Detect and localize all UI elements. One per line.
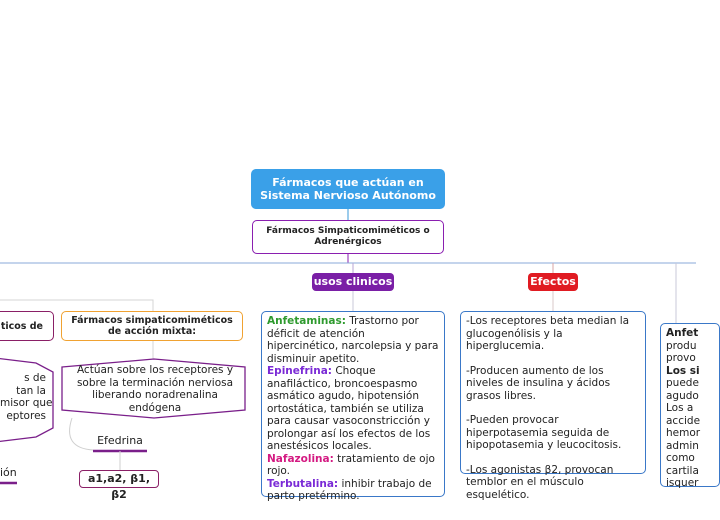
left-hex-line: tan la [16, 384, 46, 397]
mixta-title: Fármacos simpaticomiméticos de acción mixta: [71, 315, 233, 337]
right-line: accide [666, 414, 701, 427]
receptores-label: a1,a2, β1, β2 [87, 472, 151, 501]
usos-term: Anfetaminas: [267, 315, 346, 327]
right-line: cartila [666, 464, 699, 477]
subtopic-title: Fármacos Simpaticomiméticos o Adrenérgicos [266, 226, 430, 247]
usos-item-anfetaminas [267, 315, 439, 365]
right-line: provo [666, 352, 696, 364]
right-line: admin [666, 439, 699, 452]
branch-efectos[interactable] [528, 273, 578, 291]
usos-text: Trastorno por déficit de atención hipercinético, narcolepsia y para disminuir apetito. [267, 315, 439, 365]
receptores-node[interactable] [79, 470, 159, 501]
mixta-description-text: Actúan sobre los receptores y sobre la terminación nerviosa liberando noradrenalina endógena [76, 364, 234, 414]
usos-term: Epinefrina: [267, 365, 332, 377]
efecto-item: -Producen aumento de los niveles de insulina y ácidos grasos libres. [466, 364, 611, 402]
branch-usos-clinicos[interactable] [312, 273, 394, 291]
efedrina-node[interactable] [93, 434, 147, 447]
root-title: Fármacos que actúan en Sistema Nervioso Autónomo [260, 176, 436, 202]
usos-text: tratamiento de ojo rojo. [267, 452, 435, 477]
usos-text: Choque anafiláctico, broncoespasmo asmático agudo, hipotensión ortostática, también se utiliza para causar vasoconstricción y prolongar así los efectos de los anestésicos locales. [267, 365, 431, 452]
mixta-topic[interactable] [61, 311, 243, 341]
branch-efectos-label: Efectos [530, 275, 576, 288]
efedrina-label: Efedrina [97, 434, 143, 447]
left-hex-line: eptores [6, 409, 46, 422]
right-line: como [666, 452, 695, 464]
usos-item-epinefrina [267, 365, 439, 453]
usos-clinicos-panel[interactable] [261, 311, 445, 502]
left-partial-title: ticos de [0, 320, 43, 332]
right-line: agudo [666, 389, 699, 402]
right-line: Los si [666, 364, 700, 377]
root-topic[interactable] [251, 169, 445, 209]
usos-text: inhibir trabajo de parto pretérmino. [267, 477, 432, 502]
efecto-item: -Los receptores beta median la glucogenólisis y la hiperglucemia. [466, 315, 630, 352]
usos-term: Terbutalina: [267, 477, 339, 490]
branch-usos-label: usos clinicos [313, 275, 393, 288]
left-hex-line: misor que [0, 397, 53, 409]
right-line: isquer [666, 477, 699, 489]
right-line: puede [666, 377, 699, 389]
right-line: hemor [666, 427, 701, 439]
right-line: produ [666, 339, 697, 352]
left-hex-line: s de [24, 372, 46, 384]
efectos-panel[interactable] [460, 311, 646, 501]
usos-term: Nafazolina: [267, 452, 334, 465]
left-bottom-node[interactable] [0, 466, 16, 479]
left-partial-box[interactable] [0, 311, 54, 341]
left-hexagon-text [0, 372, 53, 422]
right-partial-panel[interactable] [660, 323, 720, 487]
usos-item-terbutalina [267, 478, 439, 503]
subtopic-adrenergicos[interactable] [252, 220, 444, 254]
efecto-item: -Los agonistas β2, provocan temblor en el músculo esquelético. [466, 463, 614, 501]
efecto-item: -Pueden provocar hiperpotasemia seguida de hipopotasemia y leucocitosis. [466, 414, 622, 451]
left-bottom-label: ión [0, 466, 17, 479]
right-line: Los a [666, 402, 694, 414]
connector-efedrina [70, 418, 93, 450]
usos-item-nafazolina [267, 453, 439, 478]
mixta-description[interactable] [67, 366, 243, 412]
right-line: Anfet [666, 327, 699, 339]
connector-mixta [0, 300, 153, 311]
